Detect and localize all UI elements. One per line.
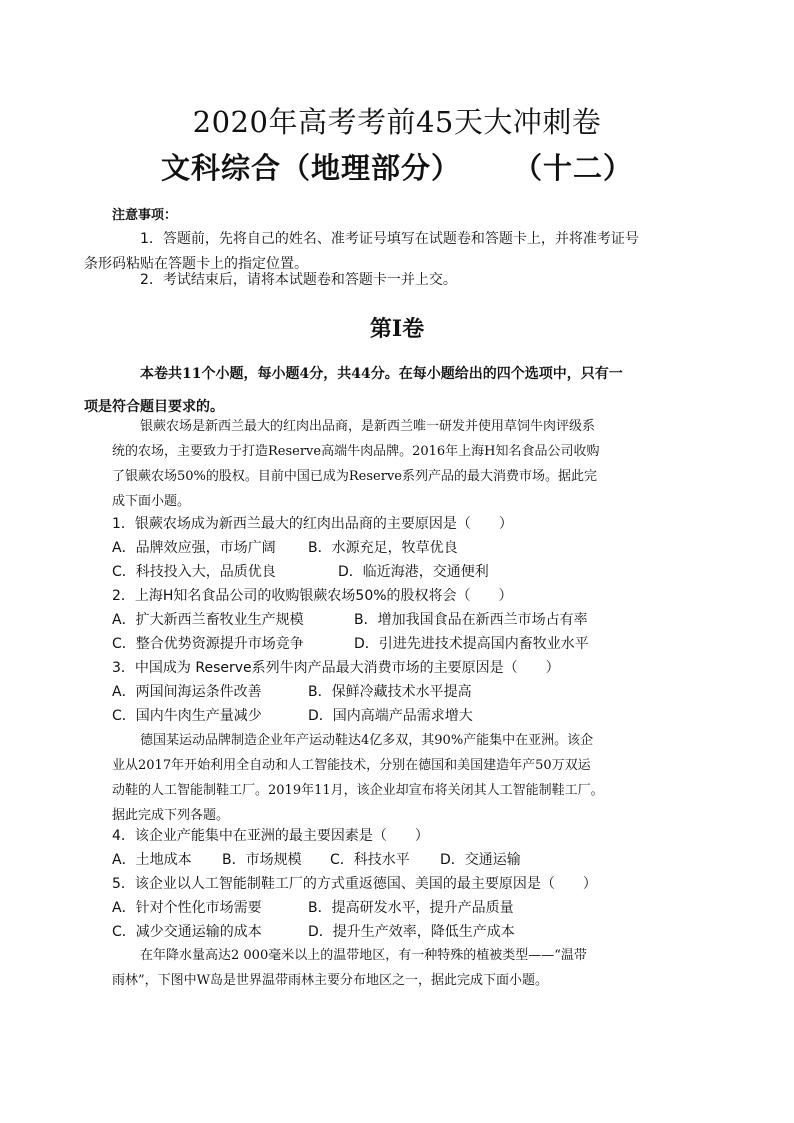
material-3: 在年降水量高达2 000毫米以上的温带地区，有一种特殊的植被类型——“温带 雨林”，下图中W岛是世界温带雨林主要分布地区之一，据此完成下面小题。 [112, 948, 587, 988]
option-c: C．整合优势资源提升市场竞争 [112, 636, 304, 652]
option-d: D．临近海港，交通便利 [338, 564, 489, 580]
question-stem: 2．上海H知名食品公司的收购银蕨农场50%的股权将会（ ） [112, 588, 513, 604]
subject-label: 文科综合（地理部分） [160, 151, 461, 185]
option-b: B．保鲜冷藏技术水平提高 [308, 684, 472, 700]
exam-title: 2020年高考考前45天大冲刺卷 [192, 105, 602, 139]
question-5 [112, 872, 692, 944]
option-c: C．国内牛肉生产量减少 [112, 708, 262, 724]
option-a: A．品牌效应强，市场广阔 [112, 540, 276, 556]
question-4 [112, 824, 692, 872]
option-a: A．两国间海运条件改善 [112, 684, 262, 700]
material-1: 银蕨农场是新西兰最大的红肉出品商，是新西兰唯一研发并使用草饲牛肉评级系 统的农场，主要致力于打造Reserve高端牛肉品牌。2016年上海H知名食品公司收购 了银蕨农场50%的股权。目前中国已成为Reserve系列产品的最大消费市场。据此完 成下面小题。 [112, 419, 600, 509]
exam-subtitle [0, 146, 794, 187]
option-d: D．交通运输 [440, 852, 521, 868]
question-stem: 3．中国成为 Reserve系列牛肉产品最大消费市场的主要原因是（ ） [112, 660, 560, 676]
option-d: D．提升生产效率，降低生产成本 [308, 924, 515, 940]
option-b: B．市场规模 [222, 852, 302, 868]
question-3 [112, 656, 692, 728]
question-1 [112, 512, 692, 584]
question-stem: 4．该企业产能集中在亚洲的最主要因素是（ ） [112, 828, 429, 844]
option-a: A．针对个性化市场需要 [112, 900, 262, 916]
notes-heading: 注意事项： [112, 208, 178, 223]
option-a: A．土地成本 [112, 852, 192, 868]
option-b: B．增加我国食品在新西兰市场占有率 [354, 612, 588, 628]
option-c: C．科技投入大，品质优良 [112, 564, 276, 580]
section-title: 第Ⅰ卷 [369, 316, 425, 342]
note-item-2: 2．考试结束后，请将本试题卷和答题卡一并上交。 [140, 272, 457, 288]
option-c: C．减少交通运输的成本 [112, 924, 262, 940]
question-2 [112, 584, 692, 656]
option-a: A．扩大新西兰畜牧业生产规模 [112, 612, 304, 628]
option-b: B．水源充足，牧草优良 [308, 540, 458, 556]
paper-number: （十二） [513, 151, 634, 185]
note-item-1: 1．答题前，先将自己的姓名、准考证号填写在试题卷和答题卡上，并将准考证号 条形码粘贴在答题卡上的指定位置。 [84, 231, 639, 272]
question-stem: 5．该企业以人工智能制鞋工厂的方式重返德国、美国的最主要原因是（ ） [112, 876, 597, 892]
material-2: 德国某运动品牌制造企业年产运动鞋达4亿多双，其90%产能集中在亚洲。该企 业从2017年开始利用全自动和人工智能技术，分别在德国和美国建造年产50万双运 动鞋的人工智能制鞋工厂。2019年11月，该企业却宣布将关闭其人工智能制鞋工厂。 据此完成下列各题。 [112, 733, 604, 823]
section-instructions: 本卷共11个小题，每小题4分，共44分。在每小题给出的四个选项中，只有一 项是符合题目要求的。 [84, 366, 623, 415]
option-c: C．科技水平 [330, 852, 410, 868]
option-b: B．提高研发水平，提升产品质量 [308, 900, 514, 916]
question-stem: 1．银蕨农场成为新西兰最大的红肉出品商的主要原因是（ ） [112, 516, 513, 532]
option-d: D．引进先进技术提高国内畜牧业水平 [354, 636, 589, 652]
option-d: D．国内高端产品需求增大 [308, 708, 473, 724]
